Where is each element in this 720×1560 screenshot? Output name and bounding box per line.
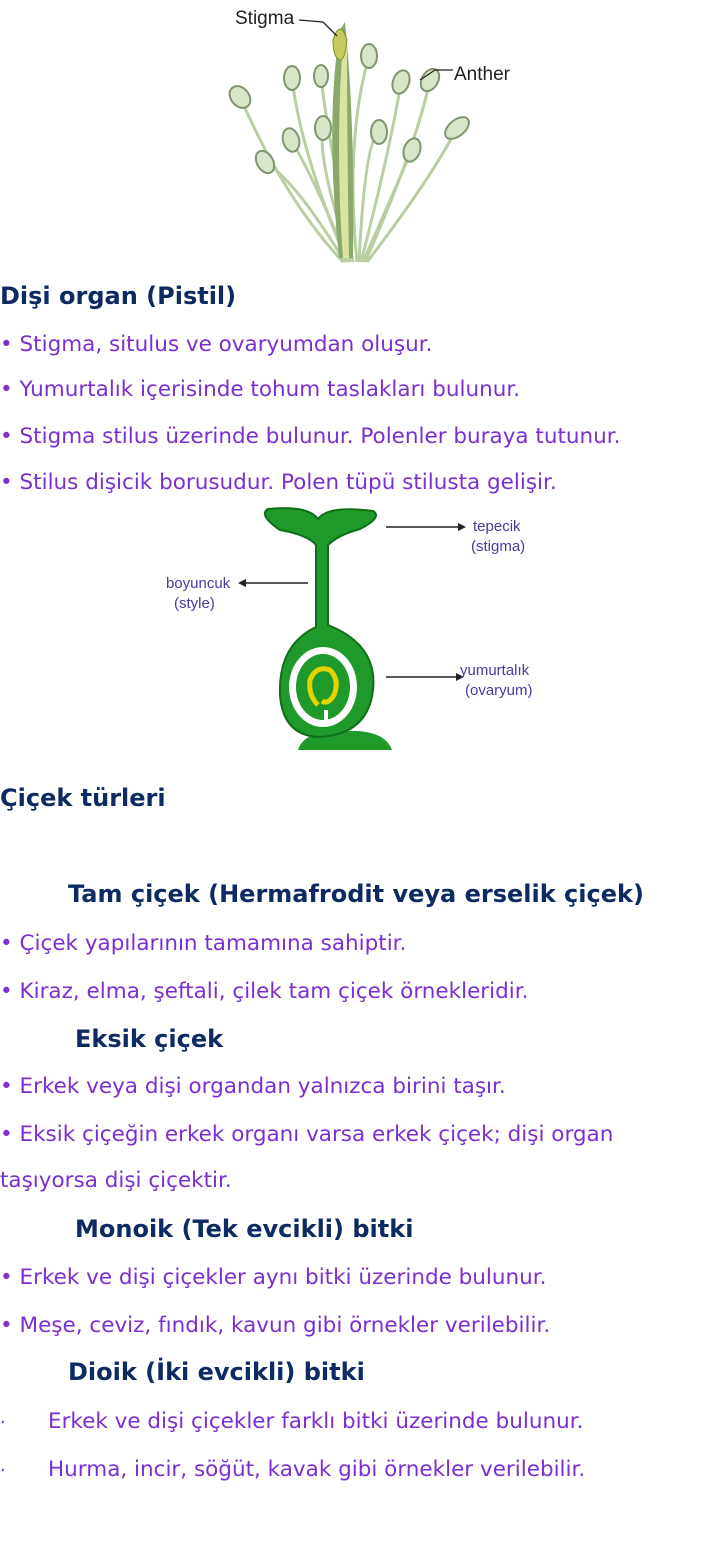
- anther-label: Anther: [454, 64, 510, 85]
- dioik-bullet-1: Erkek ve dişi çiçekler farklı bitki üzerinde bulunur.: [48, 1409, 584, 1434]
- dioik-bullet-2: Hurma, incir, söğüt, kavak gibi örnekler verilebilir.: [48, 1457, 586, 1482]
- stigma-sub-label: (stigma): [471, 538, 526, 555]
- pistil-bullet-2: • Yumurtalık içerisinde tohum taslakları bulunur.: [0, 377, 521, 402]
- pistil-bullet-3: • Stigma stilus üzerinde bulunur. Polenler buraya tutunur.: [0, 424, 621, 449]
- eksik-bullet-1: • Erkek veya dişi organdan yalnızca birini taşır.: [0, 1074, 506, 1099]
- monoik-bullet-1: • Erkek ve dişi çiçekler aynı bitki üzerinde bulunur.: [0, 1265, 547, 1290]
- pistil-diagram: [158, 505, 550, 763]
- boyuncuk-label: boyuncuk: [166, 575, 231, 592]
- yumurtalik-label: yumurtalık: [460, 662, 530, 679]
- monoik-heading: Monoik (Tek evcikli) bitki: [75, 1215, 414, 1243]
- style-sub-label: (style): [174, 595, 215, 612]
- dioik-heading: Dioik (İki evcikli) bitki: [68, 1358, 365, 1386]
- tam-cicek-heading: Tam çiçek (Hermafrodit veya erselik çiçek): [68, 880, 644, 908]
- dioik-bullet-marker-1: ·: [0, 1412, 6, 1433]
- pistil-bullet-1: • Stigma, situlus ve ovaryumdan oluşur.: [0, 332, 433, 357]
- eksik-bullet-2: • Eksik çiçeğin erkek organı varsa erkek çiçek; dişi organ: [0, 1122, 614, 1147]
- eksik-cicek-heading: Eksik çiçek: [75, 1025, 224, 1053]
- tam-bullet-2: • Kiraz, elma, şeftali, çilek tam çiçek örnekleridir.: [0, 979, 529, 1004]
- eksik-bullet-2-continued: taşıyorsa dişi çiçektir.: [0, 1168, 232, 1193]
- flower-types-heading: Çiçek türleri: [0, 784, 166, 812]
- pistil-bullet-4: • Stilus dişicik borusudur. Polen tüpü stilusta gelişir.: [0, 470, 557, 495]
- tam-bullet-1: • Çiçek yapılarının tamamına sahiptir.: [0, 931, 407, 956]
- flower-stamen-illustration: [225, 0, 525, 268]
- tepecik-label: tepecik: [473, 518, 521, 535]
- stigma-label: Stigma: [235, 8, 295, 29]
- dioik-bullet-marker-2: ·: [0, 1460, 6, 1481]
- monoik-bullet-2: • Meşe, ceviz, fındık, kavun gibi örnekler verilebilir.: [0, 1313, 551, 1338]
- pistil-heading: Dişi organ (Pistil): [0, 282, 237, 310]
- ovaryum-sub-label: (ovaryum): [465, 682, 533, 699]
